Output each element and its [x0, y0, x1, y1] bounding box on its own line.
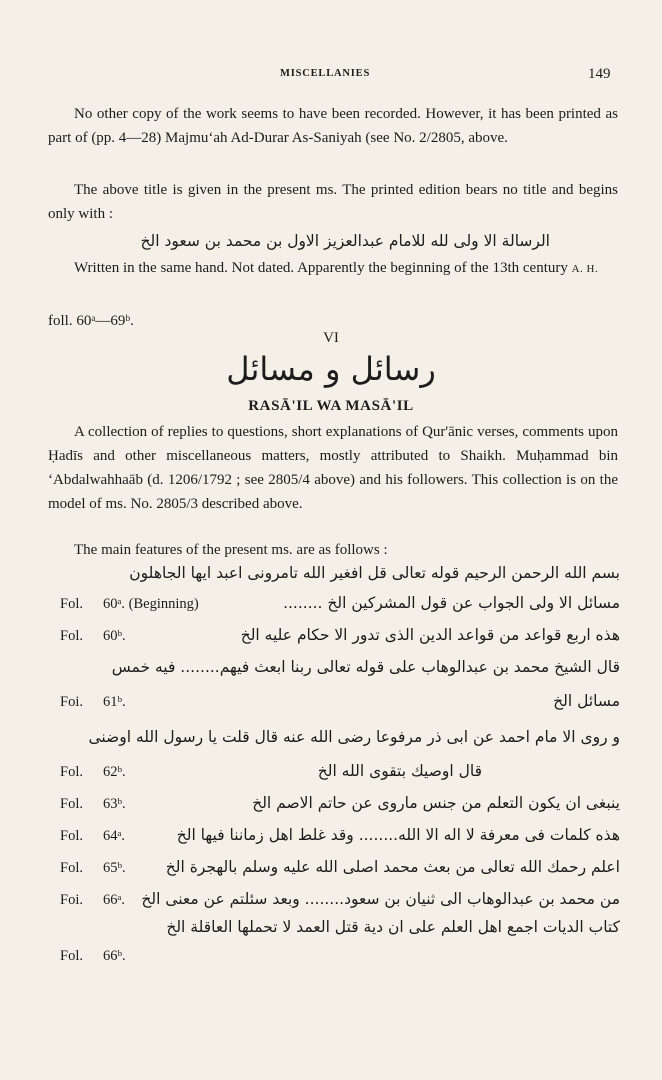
folio-number: 61ᵇ.: [102, 694, 126, 710]
section-arabic-title: رسائل و مسائل: [226, 350, 436, 388]
folio-entry-4: [60, 694, 126, 711]
folio-entry-2: [60, 628, 126, 645]
folio-entry-1: [60, 596, 199, 613]
folio-number: 64ᵃ.: [102, 828, 126, 844]
page-header: [0, 66, 662, 86]
folio-label: Fol.: [60, 796, 83, 812]
folio-label: Fol.: [60, 828, 83, 844]
arabic-entry-4: مسائل الخ: [553, 692, 620, 710]
page-number: 149: [588, 66, 611, 82]
arabic-entry-3: قال الشيخ محمد بن عبدالوهاب على قوله تعالى ربنا ابعث فيهم........ فيه خمس: [111, 658, 620, 676]
arabic-opening-line: الرسالة الا ولى لله للامام عبدالعزيز الاول بن محمد بن سعود الخ: [140, 232, 550, 250]
folio-label: Fol.: [60, 948, 83, 964]
running-title: MISCELLANIES: [280, 68, 371, 79]
folio-number: 60ᵇ.: [102, 628, 126, 644]
paragraph-title-note: The above title is given in the present ms. The printed edition bears no title and begins only with :: [48, 182, 618, 222]
section-numeral: VI: [323, 330, 339, 346]
arabic-entry-2: هذه اربع قواعد من قواعد الدين الذى تدور الا حكام عليه الخ: [240, 626, 620, 644]
folio-label: Fol.: [60, 628, 83, 644]
folio-label: Fol.: [60, 596, 83, 612]
folio-number: 66ᵇ.: [102, 948, 126, 964]
arabic-entry-10: من محمد بن عبدالوهاب الى ثنيان بن سعود........ وبعد سئلتم عن معنى الخ: [141, 890, 620, 908]
folio-label: Foi.: [60, 892, 83, 908]
arabic-entry-1: مسائل الا ولى الجواب عن قول المشركين الخ ........: [283, 594, 620, 612]
folio-entry-7: [60, 796, 126, 813]
folio-entry-6: [60, 764, 126, 781]
folio-entry-12: [60, 948, 126, 965]
folio-number: 65ᵇ.: [102, 860, 126, 876]
folio-number: 62ᵇ.: [102, 764, 126, 780]
dating-text: Written in the same hand. Not dated. Apparently the beginning of the 13th century: [74, 260, 568, 276]
paragraph-dating: [48, 256, 618, 281]
folio-entry-9: [60, 860, 126, 877]
folio-entry-10: [60, 892, 125, 909]
paragraph-features-intro: The main features of the present ms. are as follows :: [74, 542, 388, 558]
folio-range: foll. 60ᵃ—69ᵇ.: [48, 313, 134, 329]
arabic-entry-5: و روى الا مام احمد عن ابى ذر مرفوعا رضى الله عنه قال قلت يا رسول الله اوضنى: [88, 728, 620, 746]
paragraph-collection-description: A collection of replies to questions, short explanations of Qur'ānic verses, comments upon Ḥadīs and other miscellaneous matters, mostly attributed to Shaikh. Muḥammad bin ‘Abdalwahhaāb (d. 1206/1792 ; see 2805/4 above) and his followers. This collection is on the model of ms. No. 2805/3 described above.: [48, 424, 618, 512]
folio-label: Foi.: [60, 694, 83, 710]
folio-label: Fol.: [60, 764, 83, 780]
paragraph-printing-note: No other copy of the work seems to have been recorded. However, it has been printed as part of (pp. 4—28) Majmu‘ah Ad-Durar As-Saniyah (see No. 2/2805, above.: [48, 106, 618, 146]
folio-number: 60ᵃ. (Beginning): [102, 596, 199, 612]
folio-number: 63ᵇ.: [102, 796, 126, 812]
era-abbreviation: A. H.: [571, 263, 599, 275]
arabic-entry-9: اعلم رحمك الله تعالى من بعث محمد اصلى الله عليه وسلم بالهجرة الخ: [165, 858, 620, 876]
arabic-entry-7: ينبغى ان يكون التعلم من جنس ماروى عن حاتم الاصم الخ: [252, 794, 620, 812]
folio-number: 66ᵃ.: [102, 892, 126, 908]
folio-entry-8: [60, 828, 125, 845]
arabic-entry-11: كتاب الديات اجمع اهل العلم على ان دية قتل العمد لا تحملها العاقلة الخ: [166, 918, 620, 936]
arabic-entry-8: هذه كلمات فى معرفة لا اله الا الله........ وقد غلط اهل زماننا فيها الخ: [176, 826, 620, 844]
folio-label: Fol.: [60, 860, 83, 876]
section-latin-title: RASĀ'IL WA MASĀ'IL: [248, 398, 414, 414]
arabic-entry-6: قال اوصيك بتقوى الله الخ: [317, 762, 482, 780]
arabic-entry-0: بسم الله الرحمن الرحيم قوله تعالى قل افغير الله تامرونى اعبد ايها الجاهلون: [129, 564, 620, 582]
